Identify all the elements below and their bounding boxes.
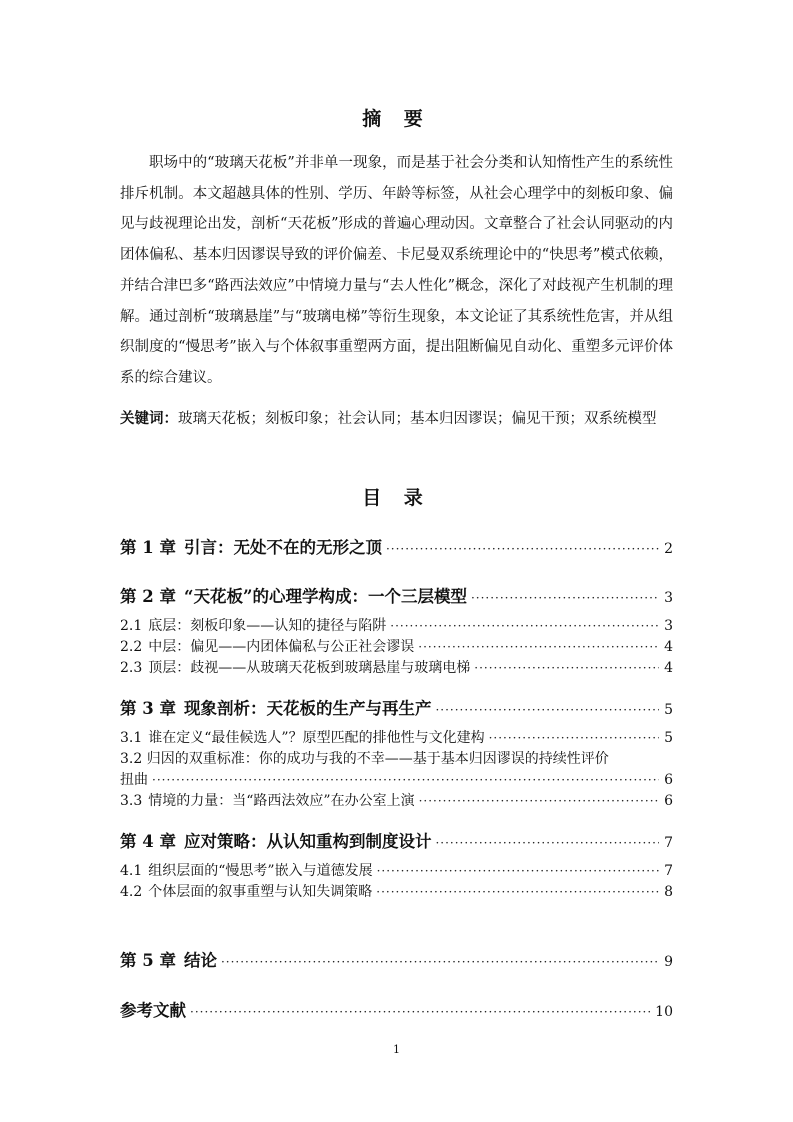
- toc-entry-chapter-4[interactable]: [120, 828, 673, 852]
- toc-heading: 目 录: [362, 487, 431, 509]
- toc-entry-chapter-5[interactable]: [120, 947, 673, 971]
- toc-leader-dots: [386, 542, 659, 556]
- toc-entry-title: 个体层面的叙事重塑与认知失调策略: [148, 884, 373, 900]
- abstract-paragraph: 职场中的“玻璃天花板”并非单一现象，而是基于社会分类和认知惰性产生的系统性排斥机制。本文超越具体的性别、学历、年龄等标签，从社会心理学中的刻板印象、偏见与歧视理论出发，剖析“天花板”形成的普遍心理动因。文章整合了社会认同驱动的内团体偏私、基本归因谬误导致的评价偏差、卡尼曼双系统理论中的“快思考”模式依赖，并结合津巴多“路西法效应”中情境力量与“去人性化”概念，深化了对歧视产生机制的理解。通过剖析“玻璃悬崖”与“玻璃电梯”等衍生现象，本文论证了其系统性危害，并从组织制度的“慢思考”嵌入与个体叙事重塑两方面，提出阻断偏见自动化、重塑多元评价体系的综合建议。: [120, 155, 673, 386]
- toc-entry-section-3-2-line1[interactable]: [120, 748, 673, 768]
- toc-entry-page: 4: [664, 660, 673, 676]
- toc-entry-title: 现象剖析：天花板的生产与再生产: [183, 699, 432, 718]
- toc-entry-page: 5: [664, 730, 673, 746]
- toc-entry-number: 2.1: [120, 618, 143, 634]
- page-number: 1: [393, 1043, 400, 1056]
- keywords-line: [120, 404, 673, 435]
- toc-entry-page: 8: [664, 884, 673, 900]
- toc-entry-page: 7: [664, 835, 673, 851]
- toc-entry-number: 3.3: [120, 793, 143, 809]
- toc-leader-dots: [190, 1005, 651, 1019]
- toc-entry-title-continued: 扭曲: [120, 772, 148, 788]
- toc-entry-title: 归因的双重标准：你的成功与我的不幸——基于基本归因谬误的持续性评价: [146, 751, 609, 767]
- toc-entry-title: 底层：刻板印象——认知的捷径与陷阱: [148, 618, 387, 634]
- toc-entry-page: 6: [664, 772, 673, 788]
- toc-entry-section-4-1[interactable]: [120, 860, 673, 880]
- toc-leader-dots: [419, 794, 659, 808]
- toc-entry-chapter-2[interactable]: [120, 583, 673, 607]
- toc-entry-title: 情境的力量：当“路西法效应”在办公室上演: [148, 793, 415, 809]
- toc-entry-section-2-2[interactable]: [120, 636, 673, 656]
- toc-leader-dots: [376, 885, 659, 899]
- toc-entry-page: 3: [664, 618, 673, 634]
- toc-entry-section-3-1[interactable]: [120, 727, 673, 747]
- toc-entry-number: 第 1 章: [120, 538, 176, 557]
- toc-entry-title: 参考文献: [120, 1001, 186, 1020]
- toc-entry-section-3-2-line2[interactable]: [120, 769, 673, 789]
- toc-entry-section-2-3[interactable]: [120, 657, 673, 677]
- toc-entry-title: 组织层面的“慢思考”嵌入与道德发展: [148, 863, 373, 879]
- toc-entry-number: 4.2: [120, 884, 143, 900]
- toc-leader-dots: [489, 731, 659, 745]
- toc-leader-dots: [152, 773, 659, 787]
- toc-entry-page: 5: [664, 702, 673, 718]
- toc-entry-page: 7: [664, 863, 673, 879]
- toc-entry-number: 第 5 章: [120, 951, 176, 970]
- toc-entry-title: 引言：无处不在的无形之顶: [183, 538, 382, 557]
- toc-leader-dots: [471, 591, 659, 605]
- toc-entry-section-2-1[interactable]: [120, 615, 673, 635]
- toc-entry-page: 3: [664, 590, 673, 606]
- toc-leader-dots: [435, 836, 659, 850]
- toc-entry-number: 2.2: [120, 639, 143, 655]
- toc-entry-number: 3.1: [120, 730, 143, 746]
- toc-entry-number: 4.1: [120, 863, 143, 879]
- toc-entry-section-3-3[interactable]: [120, 790, 673, 810]
- toc-entry-section-4-2[interactable]: [120, 881, 673, 901]
- toc-entry-page: 2: [664, 541, 673, 557]
- toc-leader-dots: [418, 640, 659, 654]
- abstract-heading: 摘 要: [362, 108, 431, 130]
- toc-entry-number: 第 3 章: [120, 699, 176, 718]
- toc-entry-title: 谁在定义“最佳候选人”？原型匹配的排他性与文化建构: [148, 730, 485, 746]
- toc-entry-page: 9: [664, 954, 673, 970]
- keywords-text: 玻璃天花板；刻板印象；社会认同；基本归因谬误；偏见干预；双系统模型: [178, 411, 657, 427]
- toc-entry-page: 4: [664, 639, 673, 655]
- toc-entry-number: 3.2: [120, 751, 143, 767]
- toc-leader-dots: [390, 619, 659, 633]
- toc-entry-chapter-3[interactable]: [120, 695, 673, 719]
- toc-entry-title: “天花板”的心理学构成：一个三层模型: [183, 587, 467, 606]
- toc-entry-page: 10: [655, 1004, 673, 1020]
- toc-entry-page: 6: [664, 793, 673, 809]
- toc-leader-dots: [377, 864, 659, 878]
- toc-entry-number: 2.3: [120, 660, 143, 676]
- toc-entry-chapter-1[interactable]: [120, 534, 673, 558]
- toc-entry-number: 第 2 章: [120, 587, 176, 606]
- toc-entry-title: 应对策略：从认知重构到制度设计: [183, 832, 432, 851]
- toc-entry-number: 第 4 章: [120, 832, 176, 851]
- toc-leader-dots: [435, 703, 659, 717]
- toc-entry-title: 中层：偏见——内团体偏私与公正社会谬误: [148, 639, 415, 655]
- toc-entry-title: 结论: [183, 951, 217, 970]
- toc-leader-dots: [221, 955, 659, 969]
- keywords-label: 关键词：: [120, 410, 178, 427]
- toc-leader-dots: [474, 661, 659, 675]
- toc-entry-references[interactable]: [120, 997, 673, 1021]
- toc-entry-title: 顶层：歧视——从玻璃天花板到玻璃悬崖与玻璃电梯: [148, 660, 471, 676]
